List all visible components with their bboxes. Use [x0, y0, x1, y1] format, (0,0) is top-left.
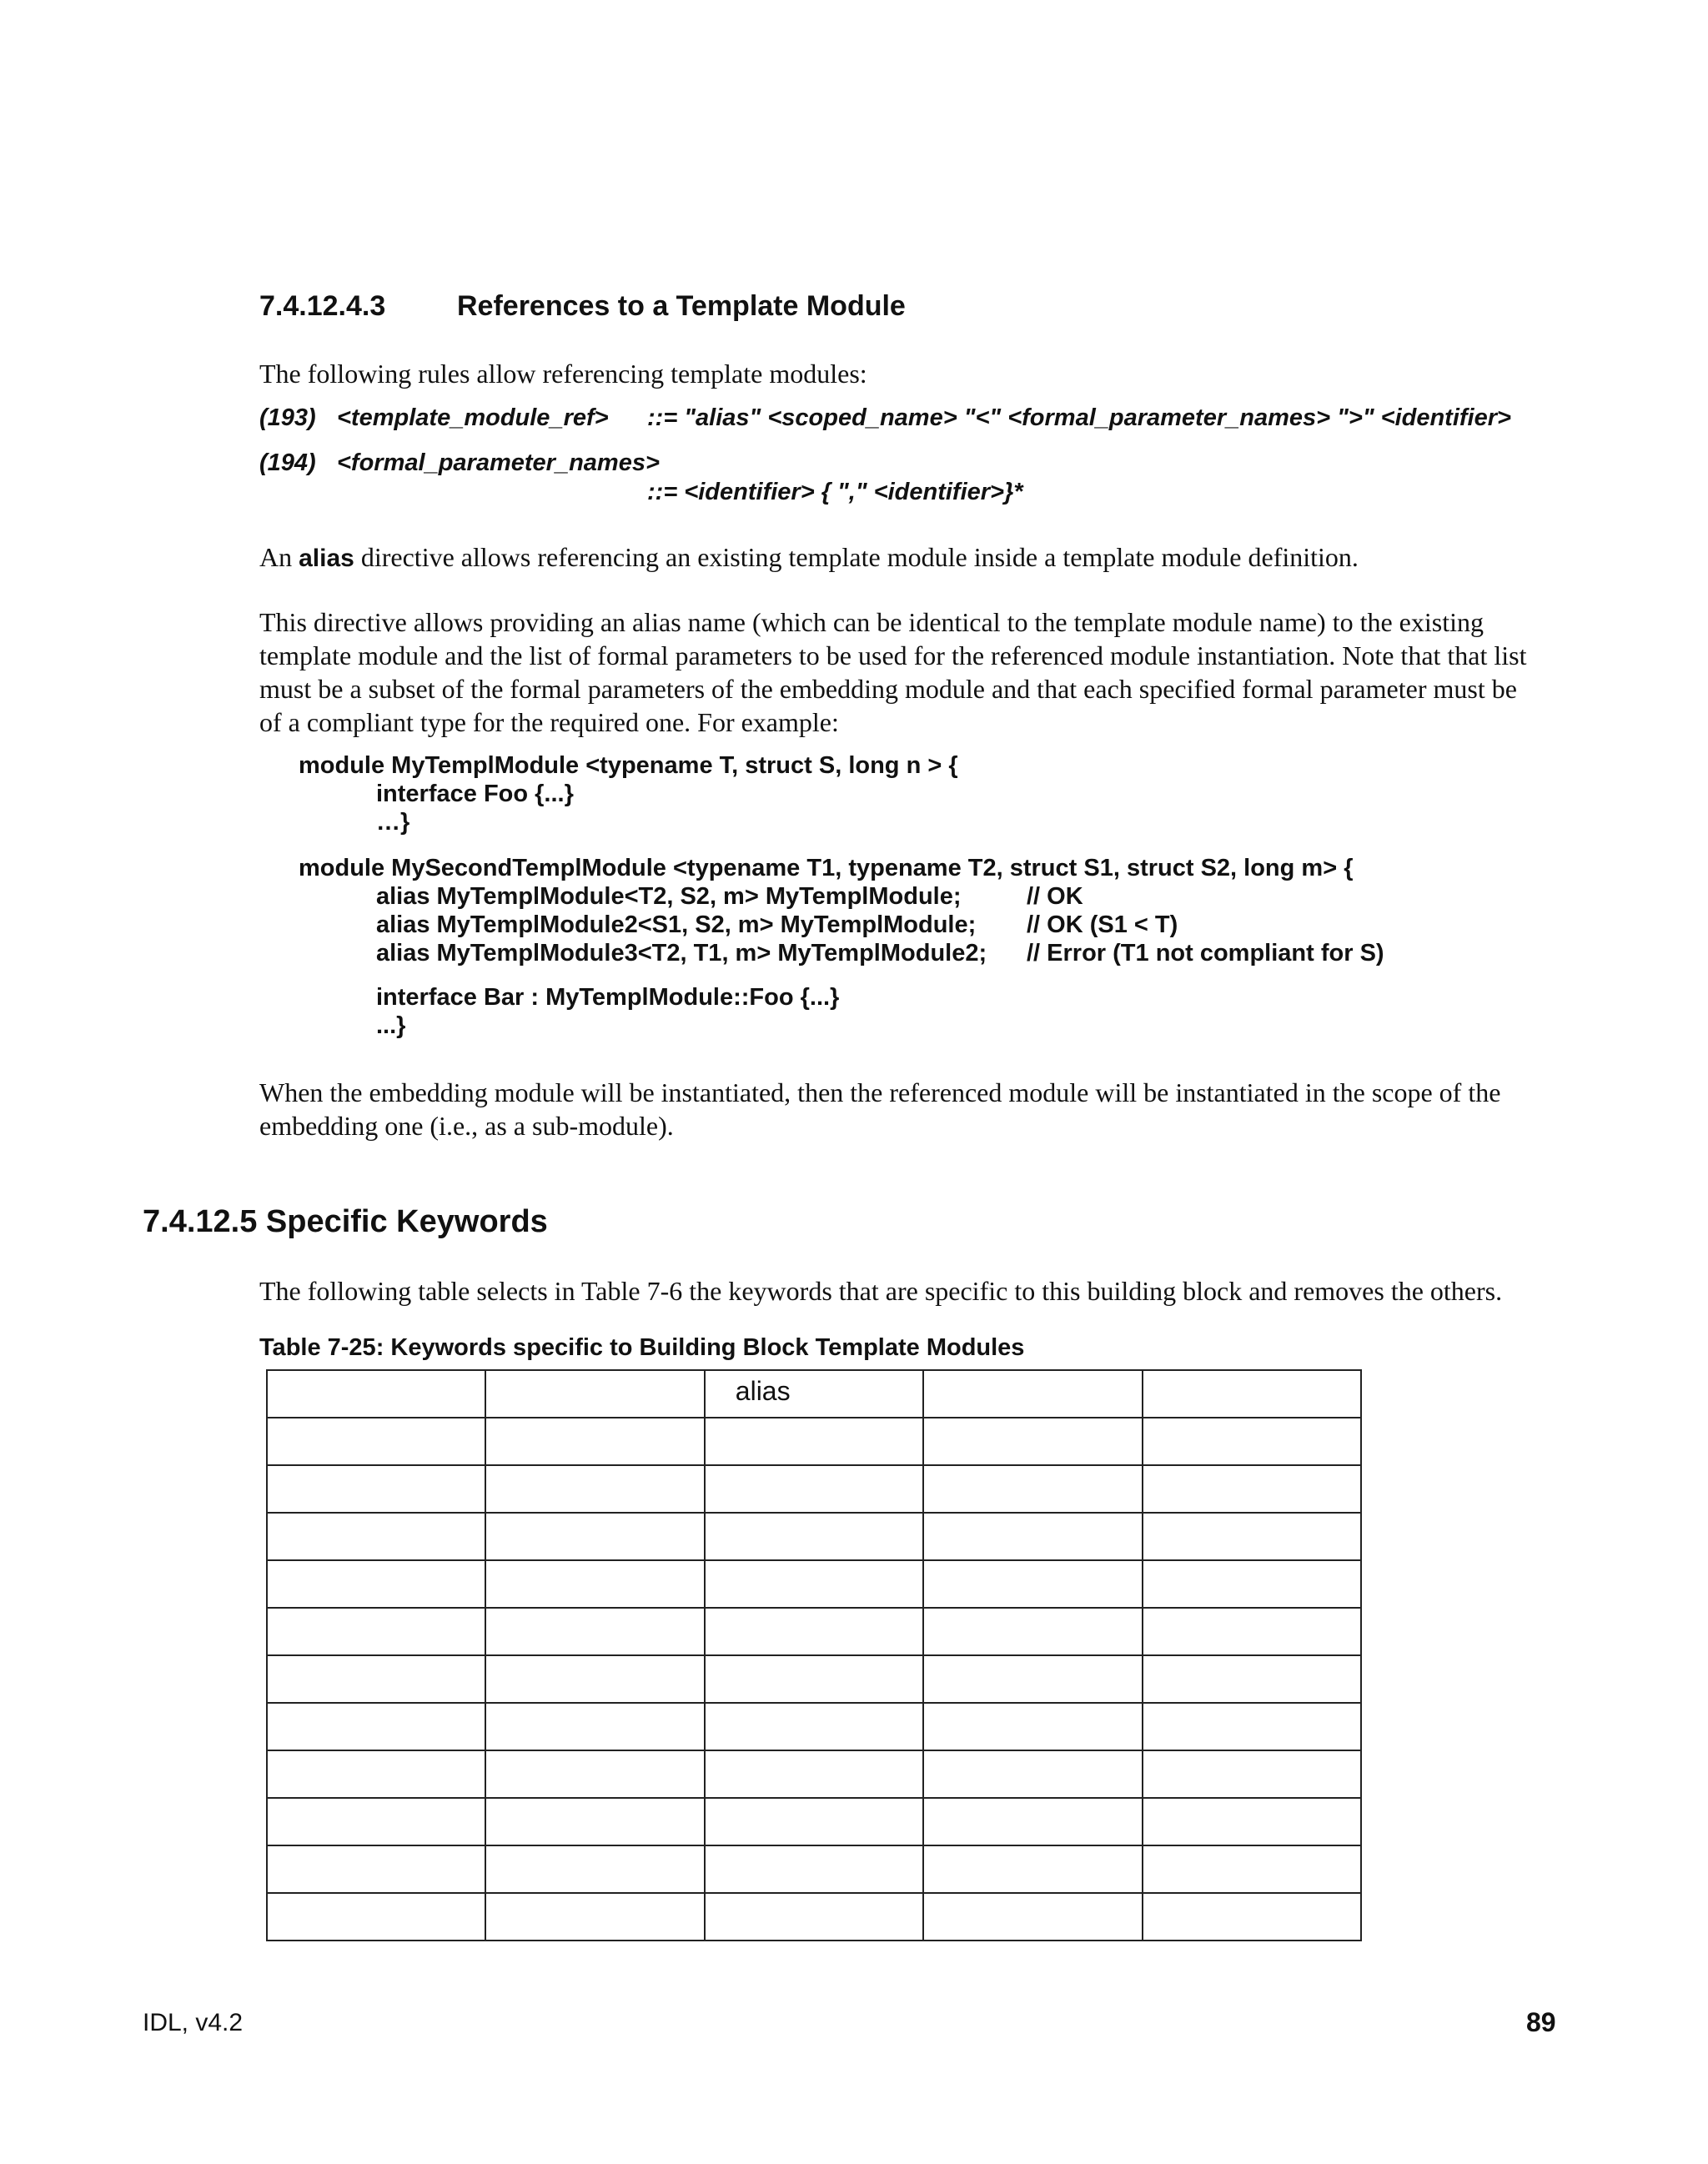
table-cell — [1143, 1845, 1361, 1893]
keyword-text — [486, 1418, 703, 1428]
keyword-text — [268, 1514, 485, 1524]
code-comment: // OK — [1027, 883, 1083, 910]
keyword-text — [924, 1799, 1141, 1809]
table-cell — [1143, 1798, 1361, 1845]
keyword-text — [1143, 1656, 1360, 1666]
table-cell — [1143, 1750, 1361, 1798]
table-cell — [267, 1513, 485, 1560]
table-cell — [267, 1560, 485, 1608]
code-line: …} — [376, 809, 410, 836]
keyword-text — [924, 1371, 1141, 1381]
keyword-text — [1143, 1418, 1360, 1428]
table-cell — [705, 1513, 923, 1560]
section-title: 7.4.12.5 Specific Keywords — [143, 1204, 548, 1239]
keyword-text — [924, 1466, 1141, 1476]
keyword-text — [268, 1371, 485, 1381]
keyword-text — [1143, 1846, 1360, 1856]
keyword-text — [486, 1561, 703, 1571]
table-cell — [705, 1750, 923, 1798]
table-cell — [485, 1893, 704, 1941]
table-cell — [923, 1798, 1142, 1845]
keyword-text — [268, 1846, 485, 1856]
keyword-text — [924, 1514, 1141, 1524]
table-cell — [485, 1370, 704, 1418]
table-cell — [485, 1465, 704, 1513]
closing-line: When the embedding module will be instantiated, then the referenced module will be instantiated in the scope of the — [259, 1077, 1501, 1107]
table-cell — [1143, 1465, 1361, 1513]
table-row — [267, 1513, 1361, 1560]
table-cell — [267, 1418, 485, 1465]
keyword-text — [924, 1704, 1141, 1714]
table-row — [267, 1560, 1361, 1608]
alias-keyword: alias — [299, 545, 354, 572]
subsection-title: References to a Template Module — [457, 290, 906, 322]
keyword-text — [924, 1894, 1141, 1904]
code-comment: // Error (T1 not compliant for S) — [1027, 940, 1384, 967]
keyword-text — [706, 1418, 922, 1428]
table-row — [267, 1703, 1361, 1750]
directive-line: must be a subset of the formal parameters of the embedding module and that each specified formal parameter must be — [259, 674, 1517, 704]
keyword-text — [1143, 1799, 1360, 1809]
rule-194-lhs: <formal_parameter_names> — [337, 449, 660, 476]
table-cell — [923, 1845, 1142, 1893]
keyword-text — [486, 1799, 703, 1809]
code-comment: // OK (S1 < T) — [1027, 911, 1178, 938]
keyword-text — [706, 1799, 922, 1809]
directive-paragraph — [259, 605, 1569, 739]
table-cell — [1143, 1560, 1361, 1608]
keyword-text — [1143, 1561, 1360, 1571]
table-cell — [923, 1465, 1142, 1513]
rule-193-number: (193) — [259, 404, 316, 431]
table-cell — [267, 1370, 485, 1418]
keyword-text — [1143, 1371, 1360, 1381]
keyword-text — [924, 1561, 1141, 1571]
table-row — [267, 1845, 1361, 1893]
table-cell — [1143, 1513, 1361, 1560]
table-cell — [485, 1798, 704, 1845]
keyword-text — [268, 1609, 485, 1619]
table-cell — [923, 1418, 1142, 1465]
table-cell — [1143, 1893, 1361, 1941]
keyword-text — [486, 1514, 703, 1524]
footer-doc-version: IDL, v4.2 — [143, 2009, 244, 2036]
table-cell — [267, 1608, 485, 1655]
rule-194-rhs: ::= <identifier> { "," <identifier>}* — [647, 479, 1023, 505]
table-cell — [267, 1798, 485, 1845]
table-cell — [705, 1465, 923, 1513]
code-line: interface Foo {...} — [376, 781, 574, 807]
keyword-text — [486, 1704, 703, 1714]
table-row — [267, 1370, 1361, 1418]
keyword-text — [268, 1418, 485, 1428]
keyword-text — [1143, 1514, 1360, 1524]
keyword-text — [924, 1751, 1141, 1761]
table-cell — [485, 1703, 704, 1750]
table-cell — [1143, 1655, 1361, 1703]
keyword-text — [268, 1799, 485, 1809]
keyword-text — [706, 1609, 922, 1619]
table-cell — [923, 1608, 1142, 1655]
intro-text: The following rules allow referencing template modules: — [259, 359, 867, 389]
keyword-text — [1143, 1466, 1360, 1476]
directive-line: template module and the list of formal parameters to be used for the referenced module instantiation. Note that that list — [259, 640, 1527, 670]
closing-paragraph — [259, 1076, 1569, 1142]
table-row — [267, 1465, 1361, 1513]
keyword-text — [486, 1609, 703, 1619]
table-row — [267, 1750, 1361, 1798]
rule-193-lhs: <template_module_ref> — [337, 404, 609, 431]
table-caption: Table 7-25: Keywords specific to Building Block Template Modules — [259, 1334, 1025, 1361]
table-cell — [267, 1703, 485, 1750]
keyword-text — [486, 1894, 703, 1904]
table-cell — [923, 1750, 1142, 1798]
closing-line: embedding one (i.e., as a sub-module). — [259, 1111, 674, 1141]
keyword-text — [706, 1466, 922, 1476]
keyword-text — [268, 1751, 485, 1761]
table-cell — [923, 1560, 1142, 1608]
keywords-table — [266, 1369, 1362, 1941]
code-line: module MyTemplModule <typename T, struct S, long n > { — [299, 752, 958, 779]
directive-line: This directive allows providing an alias name (which can be identical to the template module name) to the existing — [259, 607, 1484, 637]
table-cell — [705, 1560, 923, 1608]
table-row — [267, 1655, 1361, 1703]
keyword-text — [706, 1894, 922, 1904]
table-row — [267, 1893, 1361, 1941]
table-cell — [267, 1465, 485, 1513]
table-cell — [267, 1845, 485, 1893]
rule-193-rhs: ::= "alias" <scoped_name> "<" <formal_parameter_names> ">" <identifier> — [647, 404, 1511, 431]
keyword-text — [706, 1704, 922, 1714]
keyword-text — [486, 1656, 703, 1666]
table-cell — [705, 1655, 923, 1703]
keyword-text — [268, 1704, 485, 1714]
keyword-text — [268, 1894, 485, 1904]
table-cell — [923, 1370, 1142, 1418]
table-cell — [267, 1750, 485, 1798]
keyword-text: alias — [735, 1376, 791, 1406]
table-cell — [485, 1750, 704, 1798]
keyword-text — [268, 1466, 485, 1476]
table-cell — [923, 1893, 1142, 1941]
table-row — [267, 1608, 1361, 1655]
table-cell — [705, 1418, 923, 1465]
keyword-text — [706, 1846, 922, 1856]
keyword-text — [486, 1466, 703, 1476]
keyword-text — [706, 1751, 922, 1761]
keyword-text — [1143, 1704, 1360, 1714]
keyword-text — [924, 1418, 1141, 1428]
keyword-text — [924, 1656, 1141, 1666]
directive-line: of a compliant type for the required one. For example: — [259, 707, 839, 737]
table-cell — [705, 1845, 923, 1893]
table-cell — [705, 1703, 923, 1750]
keyword-text — [706, 1514, 922, 1524]
keyword-text — [486, 1846, 703, 1856]
table-cell — [1143, 1418, 1361, 1465]
table-cell — [485, 1655, 704, 1703]
table-cell — [485, 1418, 704, 1465]
table-cell — [923, 1513, 1142, 1560]
table-cell — [485, 1560, 704, 1608]
table-row — [267, 1418, 1361, 1465]
code-line: ...} — [376, 1012, 406, 1039]
code-line: alias MyTemplModule3<T2, T1, m> MyTemplModule2; — [376, 940, 987, 967]
table-cell — [705, 1798, 923, 1845]
keyword-text — [268, 1561, 485, 1571]
keyword-text — [1143, 1894, 1360, 1904]
code-line: alias MyTemplModule2<S1, S2, m> MyTemplModule; — [376, 911, 977, 938]
keyword-text — [924, 1609, 1141, 1619]
section-intro: The following table selects in Table 7-6 the keywords that are specific to this building block and removes the others. — [259, 1276, 1503, 1306]
keyword-text — [1143, 1609, 1360, 1619]
table-cell — [485, 1513, 704, 1560]
table-cell — [267, 1893, 485, 1941]
table-row — [267, 1798, 1361, 1845]
keyword-text — [706, 1561, 922, 1571]
code-line: alias MyTemplModule<T2, S2, m> MyTemplModule; — [376, 883, 962, 910]
table-cell — [923, 1703, 1142, 1750]
table-cell — [1143, 1370, 1361, 1418]
keyword-text — [486, 1371, 703, 1381]
alias-paragraph: An alias directive allows referencing an existing template module inside a template module definition. — [259, 542, 1359, 572]
table-cell — [485, 1845, 704, 1893]
table-cell — [485, 1608, 704, 1655]
code-line: module MySecondTemplModule <typename T1, typename T2, struct S1, struct S2, long m> { — [299, 855, 1354, 881]
rule-194-number: (194) — [259, 449, 316, 476]
keyword-text — [924, 1846, 1141, 1856]
table-cell — [705, 1370, 923, 1418]
subsection-number: 7.4.12.4.3 — [259, 290, 386, 322]
keyword-text — [268, 1656, 485, 1666]
table-cell — [1143, 1703, 1361, 1750]
table-cell — [923, 1655, 1142, 1703]
table-cell — [705, 1608, 923, 1655]
keyword-text — [486, 1751, 703, 1761]
code-line: interface Bar : MyTemplModule::Foo {...} — [376, 984, 840, 1011]
keyword-text — [706, 1656, 922, 1666]
keyword-text — [1143, 1751, 1360, 1761]
page-number: 89 — [1526, 2007, 1556, 2037]
table-cell — [705, 1893, 923, 1941]
table-cell — [267, 1655, 485, 1703]
table-cell — [1143, 1608, 1361, 1655]
